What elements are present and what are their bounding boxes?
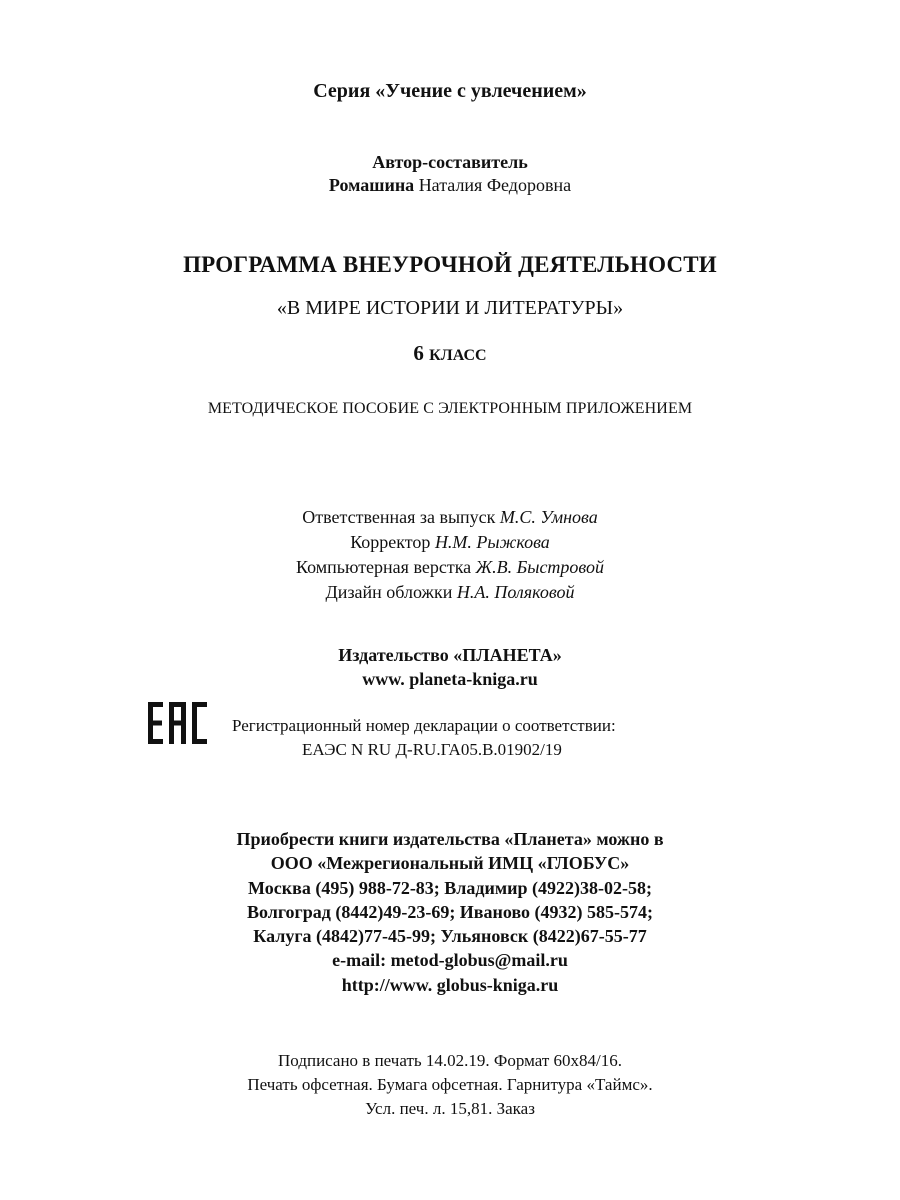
credit-person: Н.М. Рыжкова <box>434 532 550 552</box>
imprint-line: Подписано в печать 14.02.19. Формат 60х84/16. <box>278 1051 622 1070</box>
credit-role: Дизайн обложки <box>325 582 453 602</box>
publisher-website: www. planeta-kniga.ru <box>362 669 538 689</box>
eac-mark-icon <box>148 702 208 744</box>
credit-person: М.С. Умнова <box>499 507 598 527</box>
credits-list <box>0 505 900 605</box>
declaration-block <box>232 714 616 762</box>
credit-role: Корректор <box>350 532 431 552</box>
credit-line <box>0 580 900 605</box>
credit-line <box>0 530 900 555</box>
grade-line <box>0 341 900 366</box>
author-given-names: Наталия Федоровна <box>418 175 572 195</box>
author-label: Автор-составитель <box>372 152 528 172</box>
purchase-line: Москва (495) 988-72-83; Владимир (4922)38-02-58; <box>248 877 652 898</box>
imprint-line: Усл. печ. л. 15,81. Заказ <box>365 1099 535 1118</box>
publisher-name: Издательство «ПЛАНЕТА» <box>338 645 562 665</box>
purchase-line: ООО «Межрегиональный ИМЦ «ГЛОБУС» <box>270 853 630 874</box>
purchase-line: Приобрести книги издательства «Планета» можно в <box>236 829 664 849</box>
purchase-url: http://www. globus-kniga.ru <box>341 974 559 995</box>
program-description: МЕТОДИЧЕСКОЕ ПОСОБИЕ С ЭЛЕКТРОННЫМ ПРИЛОЖЕНИЕМ <box>207 400 693 417</box>
author-name <box>0 175 900 196</box>
purchase-line: Калуга (4842)77-45-99; Ульяновск (8422)67-55-77 <box>253 926 647 947</box>
purchase-email: e-mail: metod-globus@mail.ru <box>332 950 568 971</box>
credit-line <box>0 555 900 580</box>
grade-word: КЛАСС <box>429 347 487 364</box>
credit-role: Компьютерная верстка <box>295 557 472 577</box>
credit-line <box>0 505 900 530</box>
imprint-line: Печать офсетная. Бумага офсетная. Гарнитура «Таймс». <box>247 1075 653 1094</box>
declaration-label: Регистрационный номер декларации о соответствии: <box>232 716 616 735</box>
program-subtitle: «В МИРЕ ИСТОРИИ И ЛИТЕРАТУРЫ» <box>276 297 624 319</box>
program-title: ПРОГРАММА ВНЕУРОЧНОЙ ДЕЯТЕЛЬНОСТИ <box>183 252 717 277</box>
purchase-info <box>0 827 900 997</box>
credit-person: Н.А. Поляковой <box>456 582 575 602</box>
print-imprint <box>0 1049 900 1121</box>
purchase-line: Волгоград (8442)49-23-69; Иваново (4932) 585-574; <box>246 901 654 922</box>
credit-person: Ж.В. Быстровой <box>475 557 605 577</box>
declaration-number: ЕАЭС N RU Д-RU.ГА05.В.01902/19 <box>302 740 562 759</box>
series-title: Серия «Учение с увлечением» <box>313 80 587 102</box>
author-surname: Ромашина <box>328 175 415 195</box>
grade-number: 6 <box>413 341 424 365</box>
credit-role: Ответственная за выпуск <box>302 507 496 527</box>
